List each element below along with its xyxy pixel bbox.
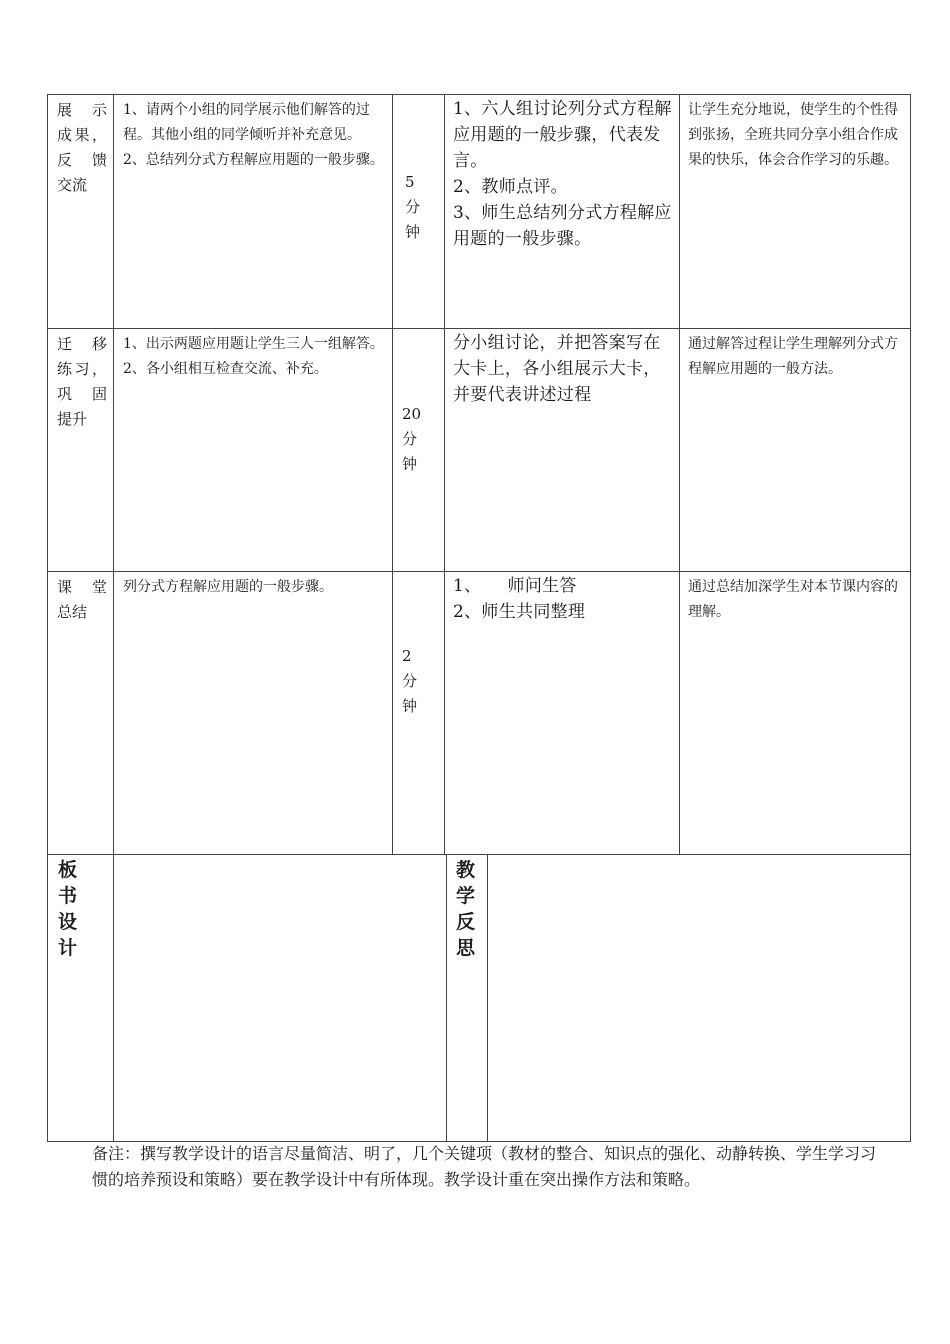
board-design-label xyxy=(48,855,114,1142)
teacher-activity-cell xyxy=(114,95,393,329)
design-intent-text: 通过解答过程让学生理解列分式方程解应用题的一般方法。 xyxy=(688,336,898,377)
design-intent-text: 通过总结加深学生对本节课内容的理解。 xyxy=(688,579,898,620)
table-row xyxy=(48,329,911,572)
board-design-char: 计 xyxy=(58,937,78,959)
stage-line: 巩 固 xyxy=(57,385,107,403)
teacher-activity-line: 2、各小组相互检查交流、补充。 xyxy=(123,361,328,377)
teacher-activity-line: 1、请两个小组的同学展示他们解答的过程。其他小组的同学倾听并补充意见。 xyxy=(123,102,370,143)
teacher-activity-cell xyxy=(114,329,393,572)
student-activity-cell xyxy=(445,329,680,572)
reflection-area xyxy=(488,855,911,1142)
time-cell xyxy=(393,572,445,855)
reflection-char: 反 xyxy=(456,911,476,933)
time-unit: 分 xyxy=(402,430,418,448)
stage-cell xyxy=(48,329,114,572)
stage-line: 迁 移 xyxy=(57,335,107,353)
reflection-char: 学 xyxy=(456,885,476,907)
design-intent-cell xyxy=(680,572,911,855)
student-activity-line: 3、师生总结列分式方程解应用题的一般步骤。 xyxy=(453,203,672,249)
time-value: 2 xyxy=(402,647,412,665)
reflection-label xyxy=(447,855,488,1142)
stage-line: 提升 xyxy=(57,410,88,428)
board-design-area xyxy=(114,855,447,1142)
stage-line: 成果， xyxy=(57,126,107,144)
time-value: 20 xyxy=(402,405,422,423)
student-activity-cell xyxy=(445,572,680,855)
teacher-activity-line: 2、总结列分式方程解应用题的一般步骤。 xyxy=(123,152,384,168)
time-value: 5 xyxy=(405,173,415,191)
stage-cell xyxy=(48,95,114,329)
stage-line: 课 堂 xyxy=(57,578,107,596)
student-activity-line: 分小组讨论，并把答案写在大卡上，各小组展示大卡，并要代表讲述过程 xyxy=(453,333,661,405)
time-cell xyxy=(393,95,445,329)
design-intent-cell xyxy=(680,95,911,329)
board-design-char: 板 xyxy=(58,859,78,881)
student-activity-line: 2、教师点评。 xyxy=(453,177,568,197)
teacher-activity-line: 1、出示两题应用题让学生三人一组解答。 xyxy=(123,336,384,352)
teacher-activity-cell xyxy=(114,572,393,855)
stage-line: 总结 xyxy=(57,603,88,621)
lesson-plan-table xyxy=(47,94,911,855)
stage-line: 练习， xyxy=(57,360,107,378)
time-unit: 钟 xyxy=(402,697,418,715)
student-activity-line: 1、六人组讨论列分式方程解应用题的一般步骤，代表发言。 xyxy=(453,99,672,171)
time-unit: 分 xyxy=(405,198,421,216)
design-intent-cell xyxy=(680,329,911,572)
time-cell xyxy=(393,329,445,572)
board-reflection-table xyxy=(47,854,911,1142)
stage-line: 反 馈 xyxy=(57,151,107,169)
student-activity-line: 2、师生共同整理 xyxy=(453,602,586,622)
board-design-char: 设 xyxy=(58,911,78,933)
time-unit: 分 xyxy=(402,672,418,690)
table-row xyxy=(48,572,911,855)
table-row xyxy=(48,95,911,329)
time-unit: 钟 xyxy=(405,223,421,241)
time-unit: 钟 xyxy=(402,455,418,473)
reflection-char: 教 xyxy=(456,859,476,881)
reflection-char: 思 xyxy=(456,937,476,959)
student-activity-line: 1、 师问生答 xyxy=(453,576,577,596)
teacher-activity-line: 列分式方程解应用题的一般步骤。 xyxy=(123,579,333,595)
table-row xyxy=(48,855,911,1142)
stage-cell xyxy=(48,572,114,855)
stage-line: 展 示 xyxy=(57,101,107,119)
footnote: 备注：撰写教学设计的语言尽量简洁、明了，几个关键项（教材的整合、知识点的强化、动静转换、学生学习习惯的培养预设和策略）要在教学设计中有所体现。教学设计重在突出操作方法和策略。 xyxy=(92,1144,877,1189)
design-intent-text: 让学生充分地说，使学生的个性得到张扬，全班共同分享小组合作成果的快乐，体会合作学习的乐趣。 xyxy=(688,102,898,168)
student-activity-cell xyxy=(445,95,680,329)
stage-line: 交流 xyxy=(57,176,88,194)
board-design-char: 书 xyxy=(58,885,78,907)
